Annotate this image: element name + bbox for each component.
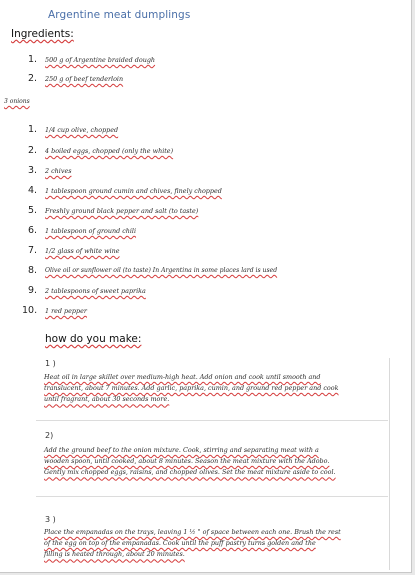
- list-number: 8.: [28, 265, 38, 276]
- list-number: 1.: [28, 54, 38, 65]
- step-text: [44, 445, 389, 479]
- step-line: until fragrant, about 30 seconds more.: [44, 395, 170, 404]
- list-item: Freshly ground black pepper and salt (to taste): [45, 207, 199, 215]
- step-line: Gently mix chopped eggs, raisins, and chopped olives. Set the meat mixture aside to cool.: [44, 468, 336, 477]
- list-item: 2 chives: [45, 167, 72, 175]
- list-item: 1/2 glass of white wine: [45, 247, 120, 255]
- list-number: 6.: [28, 225, 38, 236]
- list-item: 4 boiled eggs, chopped (only the white): [45, 147, 174, 155]
- step-line: Place the empanadas on the trays, leaving 1 ½ " of space between each one. Brush the rest: [44, 528, 341, 536]
- list-number: 5.: [28, 205, 38, 216]
- step-line: filling is heated through, about 20 minutes.: [44, 550, 185, 559]
- list-number: 9.: [28, 285, 38, 296]
- step-text: [44, 372, 389, 406]
- step-line: Heat oil in large skillet over medium-high heat. Add onion and cook until smooth and: [44, 373, 321, 381]
- step-number: 3 ): [45, 515, 56, 524]
- list-item: Olive oil or sunflower oil (to taste) In Argentina in some places lard is used: [45, 267, 278, 274]
- step-number: 2): [45, 431, 54, 440]
- step-number: 1 ): [45, 359, 56, 368]
- ingredients-heading: Ingredients:: [11, 28, 74, 40]
- list-item: 1/4 cup olive, chopped: [45, 126, 119, 134]
- list-number: 2.: [28, 145, 38, 156]
- step-line: translucent, about 7 minutes. Add garlic, paprika, cumin, and ground red pepper and cook: [44, 384, 339, 393]
- list-number: 2.: [28, 73, 38, 84]
- divider: [36, 420, 388, 421]
- step-line: wooden spoon, until cooked, about 8 minutes. Season the meat mixture with the Adobo.: [44, 457, 330, 466]
- list-item: 1 tablespoon ground cumin and chives, finely chopped: [45, 187, 222, 195]
- list-item: 500 g of Argentine braided dough: [45, 56, 156, 64]
- list-number: 1.: [28, 124, 38, 135]
- list-number: 10.: [22, 305, 38, 316]
- how-to-heading: how do you make:: [45, 333, 142, 345]
- list-item: 1 tablespoon of ground chili: [45, 227, 137, 235]
- table-border: [389, 358, 390, 570]
- side-label: 3 onions: [4, 98, 30, 105]
- step-line: Add the ground beef to the onion mixture. Cook, stirring and separating meat with a: [44, 446, 319, 454]
- list-number: 3.: [28, 165, 38, 176]
- list-item: 2 tablespoons of sweet paprika: [45, 287, 146, 295]
- list-item: 250 g of beef tenderloin: [45, 75, 124, 83]
- list-number: 7.: [28, 245, 38, 256]
- step-line: of the egg on top of the empanadas. Cook until the puff pastry turns golden and the: [44, 539, 316, 548]
- step-text: [44, 527, 389, 561]
- list-item: 1 red pepper: [45, 307, 87, 315]
- list-number: 4.: [28, 185, 38, 196]
- document-title: Argentine meat dumplings: [48, 9, 191, 21]
- divider: [36, 496, 388, 497]
